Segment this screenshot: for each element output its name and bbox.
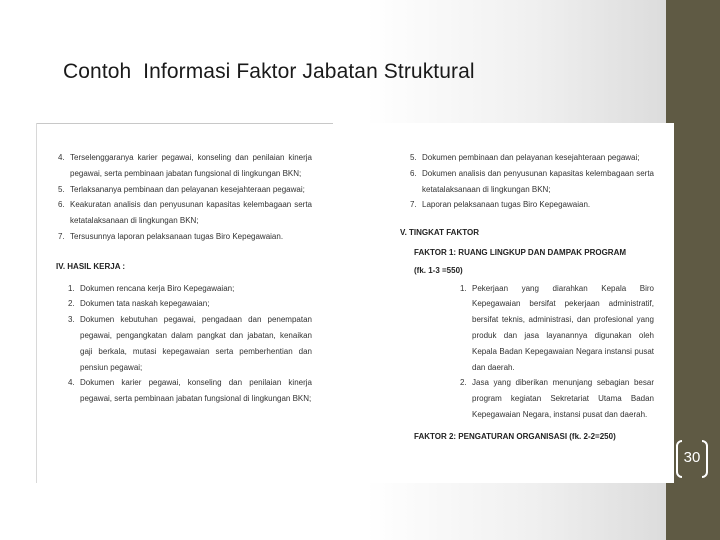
right-top-list-item-text: Dokumen pembinaan dan pelayanan kesejahteraan pegawai; — [422, 153, 640, 162]
factor2-heading: FAKTOR 2: PENGATURAN ORGANISASI (fk. 2-2=250) — [414, 431, 616, 441]
document-right-column — [400, 150, 654, 445]
factor1-list — [460, 281, 654, 423]
right-top-list — [410, 150, 654, 213]
right-top-list-item — [410, 166, 654, 198]
hasil-kerja-list-item-number: 4. — [68, 378, 75, 388]
hasil-kerja-list-item — [68, 296, 312, 312]
left-top-list — [58, 150, 312, 245]
slide-title: Contoh Informasi Faktor Jabatan Struktural — [63, 60, 475, 83]
left-top-list-item-text: Keakuratan analisis dan penyusunan kapasitas kelembagaan serta ketatalaksanaan di lingkungan BKN; — [70, 200, 312, 226]
left-top-list-item-number: 6. — [58, 200, 65, 210]
section-heading-tingkat-faktor: V. TINGKAT FAKTOR — [400, 228, 479, 238]
factor1-list-item — [460, 281, 654, 376]
left-top-list-item-text: Terselenggaranya karier pegawai, konseling dan penilaian kinerja pegawai, serta pembinaan jabatan fungsional di lingkungan BKN; — [70, 153, 312, 178]
document-left-border — [36, 123, 37, 483]
factor1-list-item-text: Pekerjaan yang diarahkan Kepala Biro Kepegawaian bersifat pekerjaan administratif, bersifat teknis, administrasi, dan profesional yang produk dan jasa layanannya digunakan oleh Kepala Badan Kepegawaian Negara instansi pusat dan daerah. — [472, 283, 654, 372]
left-top-list-item-text: Tersusunnya laporan pelaksanaan tugas Biro Kepegawaian. — [70, 231, 284, 241]
right-top-list-item-number: 6. — [410, 168, 417, 178]
document-top-border — [36, 123, 333, 124]
hasil-kerja-list-item — [68, 375, 312, 407]
left-top-list-item-text: Terlaksananya pembinaan dan pelayanan kesejahteraan pegawai; — [70, 184, 305, 194]
right-top-list-item-number: 7. — [410, 200, 417, 210]
factor1-list-item-number: 1. — [460, 283, 467, 293]
hasil-kerja-list-item — [68, 281, 312, 297]
hasil-kerja-list-item-text: Dokumen tata naskah kepegawaian; — [80, 299, 210, 309]
factor1-heading: FAKTOR 1: RUANG LINGKUP DAN DAMPAK PROGRAM — [414, 247, 627, 257]
hasil-kerja-list — [68, 281, 312, 407]
right-top-list-item-text: Laporan pelaksanaan tugas Biro Kepegawaian. — [422, 200, 591, 210]
left-top-list-item-number: 5. — [58, 184, 65, 194]
document-left-column — [58, 150, 312, 407]
factor1-list-item — [460, 375, 654, 422]
right-top-list-item — [410, 150, 654, 166]
factor1-score: (fk. 1-3 =550) — [414, 265, 463, 275]
left-top-list-item — [58, 229, 312, 245]
hasil-kerja-list-item-number: 1. — [68, 283, 75, 293]
left-top-list-item — [58, 182, 312, 198]
right-top-list-item-text: Dokumen analisis dan penyusunan kapasitas kelembagaan serta ketatalaksanaan di lingkungan BKN; — [422, 168, 654, 194]
factor1-list-item-text: Jasa yang diberikan menunjang sebagian besar program kegiatan Sekretariat Utama Badan Kepegawaian Negara, instansi pusat dan daerah. — [472, 378, 654, 419]
hasil-kerja-list-item-text: Dokumen kebutuhan pegawai, pengadaan dan penempatan pegawai, pengangkatan dalam pangkat dan jabatan, kenaikan gaji berkala, mutasi kepegawaian serta pemberhentian dan pensiun pegawai; — [80, 315, 312, 372]
hasil-kerja-list-item-number: 2. — [68, 299, 75, 309]
left-top-list-item — [58, 197, 312, 229]
left-top-list-item — [58, 150, 312, 182]
hasil-kerja-list-item — [68, 312, 312, 375]
section-heading-hasil-kerja: IV. HASIL KERJA : — [56, 261, 126, 271]
hasil-kerja-list-item-text: Dokumen rencana kerja Biro Kepegawaian; — [80, 283, 235, 293]
hasil-kerja-list-item-number: 3. — [68, 315, 75, 325]
left-top-list-item-number: 4. — [58, 153, 65, 162]
hasil-kerja-list-item-text: Dokumen karier pegawai, konseling dan penilaian kinerja pegawai, serta pembinaan jabatan fungsional di lingkungan BKN; — [80, 378, 312, 404]
factor1-list-item-number: 2. — [460, 378, 467, 388]
left-top-list-item-number: 7. — [58, 231, 65, 241]
right-top-list-item-number: 5. — [410, 153, 417, 162]
right-top-list-item — [410, 197, 654, 213]
page-number: 30 — [683, 449, 701, 466]
